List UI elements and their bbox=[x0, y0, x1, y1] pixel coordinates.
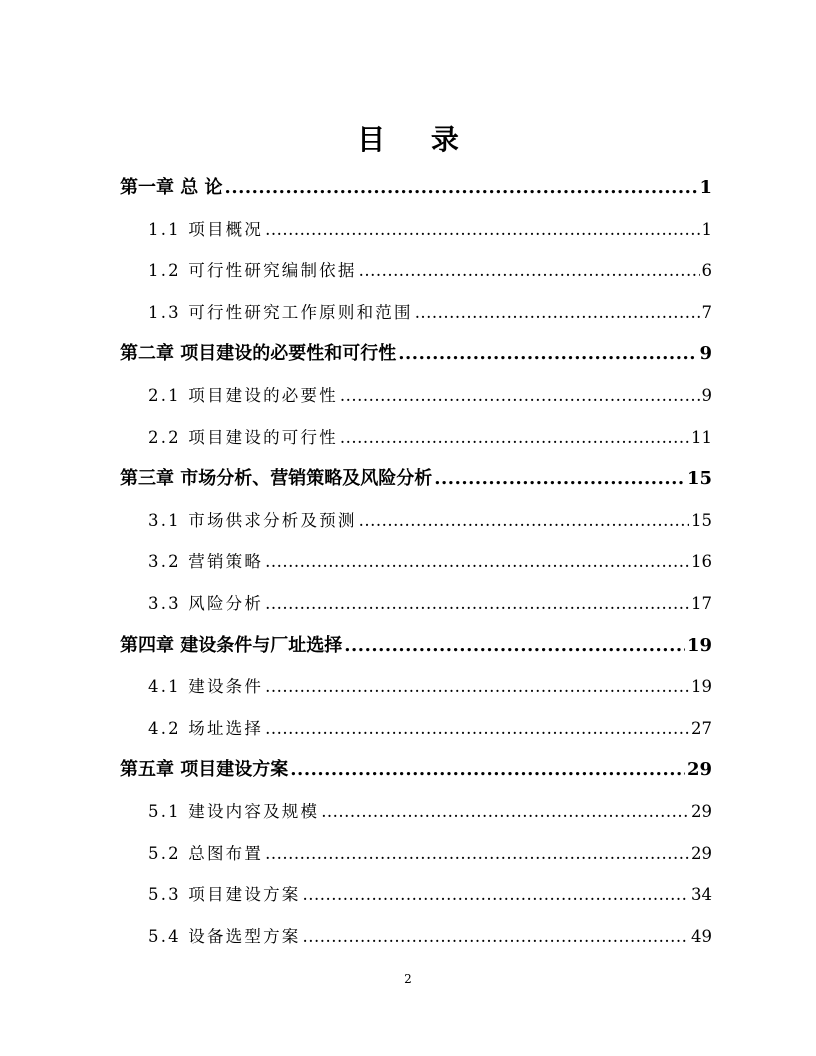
dot-leader bbox=[434, 463, 685, 495]
toc-entry[interactable] bbox=[148, 838, 712, 870]
dot-leader bbox=[321, 796, 689, 828]
dot-leader bbox=[303, 921, 690, 953]
dot-leader bbox=[340, 422, 689, 454]
toc-entry-label: 4.2 场址选择 bbox=[148, 718, 264, 738]
toc-entry-label: 1.3 可行性研究工作原则和范围 bbox=[148, 302, 413, 322]
toc-entry[interactable] bbox=[120, 172, 712, 204]
toc-entry-page: 9 bbox=[699, 343, 712, 365]
toc-entry-label: 第四章 建设条件与厂址选择 bbox=[120, 634, 343, 656]
toc-entry[interactable] bbox=[120, 338, 712, 370]
toc-entry[interactable] bbox=[148, 422, 712, 454]
page-number: 2 bbox=[404, 972, 412, 986]
toc-entry-page: 29 bbox=[686, 759, 712, 781]
toc-entry-page: 34 bbox=[691, 885, 712, 905]
toc-entry-label: 5.3 项目建设方案 bbox=[148, 885, 301, 905]
dot-leader bbox=[303, 879, 690, 911]
toc-entry-page: 1 bbox=[701, 219, 712, 239]
toc-entry-page: 7 bbox=[701, 302, 712, 322]
toc-entry[interactable] bbox=[148, 214, 712, 246]
toc-title: 目 录 bbox=[357, 123, 477, 156]
dot-leader bbox=[359, 505, 689, 537]
toc-entry-page: 15 bbox=[686, 468, 712, 490]
toc-entry-page: 19 bbox=[691, 677, 712, 697]
dot-leader bbox=[265, 713, 689, 745]
dot-leader bbox=[265, 671, 689, 703]
toc-entry-label: 3.1 市场供求分析及预测 bbox=[148, 510, 357, 530]
dot-leader bbox=[359, 255, 700, 287]
toc-entry-page: 29 bbox=[691, 802, 712, 821]
dot-leader bbox=[265, 214, 699, 246]
dot-leader bbox=[225, 172, 698, 204]
toc-entry-page: 49 bbox=[691, 926, 712, 946]
toc-entry[interactable] bbox=[120, 463, 712, 495]
toc-entry-page: 27 bbox=[691, 718, 712, 738]
toc-entry[interactable] bbox=[148, 713, 712, 745]
toc-entry-page: 11 bbox=[691, 427, 712, 447]
dot-leader bbox=[265, 588, 689, 620]
toc-entry-page: 29 bbox=[691, 843, 712, 863]
toc-entry[interactable] bbox=[148, 380, 712, 412]
toc-entry-label: 1.2 可行性研究编制依据 bbox=[148, 261, 357, 281]
toc-entry-page: 16 bbox=[691, 552, 712, 572]
toc-entry[interactable] bbox=[148, 505, 712, 537]
dot-leader bbox=[340, 380, 700, 412]
toc-entry-label: 第二章 项目建设的必要性和可行性 bbox=[120, 343, 397, 365]
toc-entry-label: 5.1 建设内容及规模 bbox=[148, 802, 320, 821]
toc-entry-label: 5.2 总图布置 bbox=[148, 843, 264, 863]
dot-leader bbox=[415, 297, 700, 329]
toc-entry[interactable] bbox=[148, 796, 712, 828]
toc-entry[interactable] bbox=[148, 671, 712, 703]
toc-entry-label: 5.4 设备选型方案 bbox=[148, 926, 301, 946]
toc-entry-page: 9 bbox=[701, 386, 712, 405]
toc-entry-label: 1.1 项目概况 bbox=[148, 219, 264, 239]
toc-entry-label: 第五章 项目建设方案 bbox=[120, 759, 289, 781]
toc-entry-label: 第一章 总 论 bbox=[120, 177, 223, 198]
dot-leader bbox=[398, 338, 697, 370]
toc-entry[interactable] bbox=[148, 879, 712, 911]
toc-entry-page: 15 bbox=[691, 510, 712, 530]
dot-leader bbox=[290, 754, 685, 786]
dot-leader bbox=[344, 630, 685, 662]
toc-entry[interactable] bbox=[148, 297, 712, 329]
toc-entry-label: 第三章 市场分析、营销策略及风险分析 bbox=[120, 468, 433, 490]
toc-entry[interactable] bbox=[148, 255, 712, 287]
toc-entry[interactable] bbox=[120, 754, 712, 786]
toc-entry-page: 1 bbox=[699, 177, 712, 198]
toc-entry-label: 3.3 风险分析 bbox=[148, 594, 264, 613]
toc-entry-label: 2.2 项目建设的可行性 bbox=[148, 427, 338, 447]
toc-entry[interactable] bbox=[148, 588, 712, 620]
dot-leader bbox=[265, 838, 689, 870]
toc-entry-label: 4.1 建设条件 bbox=[148, 677, 264, 697]
toc-entry-label: 2.1 项目建设的必要性 bbox=[148, 386, 338, 405]
toc-entry[interactable] bbox=[148, 546, 712, 578]
toc-entry-page: 17 bbox=[691, 594, 712, 613]
toc-entry-page: 19 bbox=[686, 634, 712, 656]
toc-entry-page: 6 bbox=[701, 261, 712, 281]
toc-entry[interactable] bbox=[120, 630, 712, 662]
toc-entry[interactable] bbox=[148, 921, 712, 953]
toc-entry-label: 3.2 营销策略 bbox=[148, 552, 264, 572]
dot-leader bbox=[265, 546, 689, 578]
